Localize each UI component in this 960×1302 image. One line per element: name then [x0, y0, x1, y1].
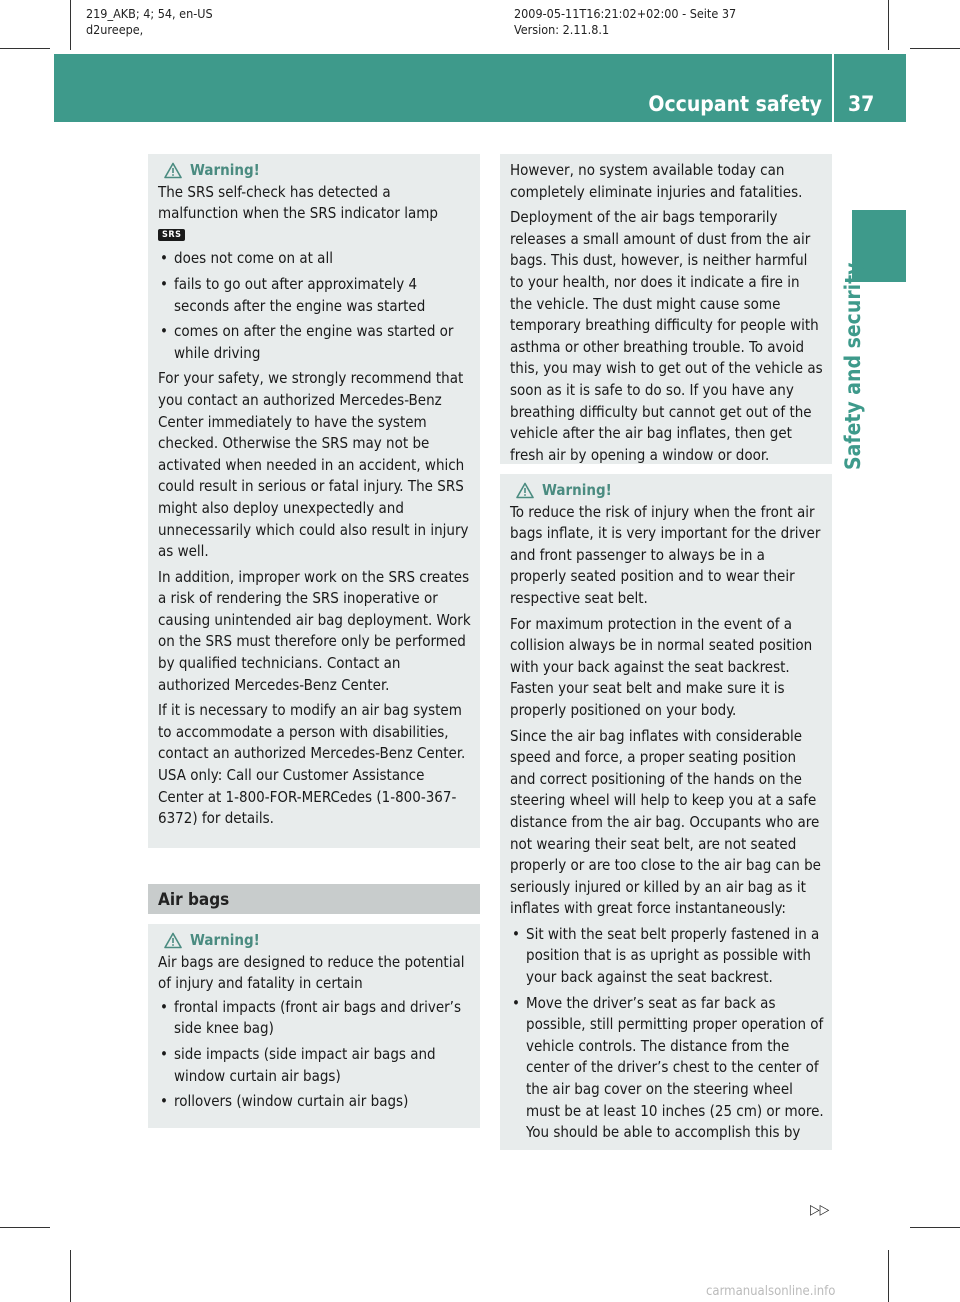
print-meta-right: [514, 6, 736, 38]
crop-mark: [910, 1227, 960, 1228]
paragraph: To reduce the risk of injury when the front air bags inflate, it is very important for the driver and front passenger to always be in a properly seated position and to wear their respective seat belt.: [510, 502, 821, 607]
crop-mark: [70, 0, 71, 50]
list-item: • rollovers (window curtain air bags): [160, 1092, 409, 1111]
paragraph: In addition, improper work on the SRS creates a risk of rendering the SRS inoperative or causing unintended air bag deployment. Work on the SRS must therefore only be performed by qualified technicians. Contact an authorized Mercedes-Benz Center.: [158, 567, 471, 694]
bullet-list: [158, 248, 472, 364]
watermark: carmanualsonline.info: [706, 1284, 836, 1299]
paragraph: If it is necessary to modify an air bag system to accommodate a person with disabilities, contact an authorized Mercedes-Benz Center. USA only: Call our Customer Assistance Center at 1-800-FOR-MERCedes (1-800-367-6372) for details.: [158, 701, 466, 828]
section-side-label: Safety and security: [841, 262, 865, 470]
dust-info-box: [500, 154, 832, 464]
bullet-list: [510, 924, 824, 1144]
list-item: • fails to go out after approximately 4 seconds after the engine was started: [160, 274, 426, 315]
meta-version: Version: 2.11.8.1: [514, 22, 610, 37]
paragraph: Deployment of the air bags temporarily releases a small amount of dust from the air bags. This dust, however, is neither harmful to your health, nor does it indicate a fire in the vehicle. The dust might cause some temporary breathing difficulty for people with asthma or other breathing trouble. To avoid this, you may wish to get out of the vehicle as soon as it is safe to do so. If you have any breathing difficulty but cannot get out of the vehicle after the air bag inflates, then get fresh air by opening a window or door.: [510, 208, 823, 464]
meta-doc-id: 219_AKB; 4; 54, en-US: [86, 6, 213, 21]
warning-triangle-icon: [164, 932, 182, 949]
srs-warning-box: [148, 154, 480, 848]
crop-mark: [0, 48, 50, 49]
list-item: • Move the driver’s seat as far back as possible, still permitting proper operation of vehicle controls. The distance from the center of the driver’s chest to the center of the air bag cover on the steering wheel must be at least 10 inches (25 cm) or more. You should be able to accomplish this by: [512, 993, 824, 1142]
warning-label: Warning!: [190, 931, 260, 949]
meta-code: d2ureepe,: [86, 22, 144, 37]
continue-arrows-icon: ▷▷: [810, 1202, 830, 1218]
page-number: 37: [848, 92, 875, 116]
print-meta-left: [86, 6, 213, 38]
crop-mark: [910, 48, 960, 49]
warning-label: Warning!: [190, 161, 260, 179]
warning-triangle-icon: [516, 482, 534, 499]
warning-heading: [164, 160, 472, 182]
list-item: • Sit with the seat belt properly fastened in a position that is as upright as possible with your back against the seat backrest.: [512, 924, 820, 987]
paragraph: Since the air bag inflates with considerable speed and force, a proper seating position and correct positioning of the hands on the steering wheel will help to keep you at a safe distance from the air bag. Occupants who are not wearing their seat belt, are not seated properly or are too close to the air bag can be seriously injured or killed by an air bag as it inflates with great force instantaneously:: [510, 726, 821, 918]
warning-heading: [516, 480, 824, 502]
list-item: • side impacts (side impact air bags and window curtain air bags): [160, 1044, 436, 1085]
airbag-warning-box: [148, 924, 480, 1128]
section-heading: Air bags: [158, 890, 230, 910]
bullet-list: [158, 997, 472, 1113]
page-title: Occupant safety: [648, 92, 822, 116]
warning-label: Warning!: [542, 481, 612, 499]
crop-mark: [888, 1250, 889, 1302]
list-item: • does not come on at all: [160, 249, 333, 268]
paragraph: For maximum protection in the event of a collision always be in normal seated position with your back against the seat backrest. Fasten your seat belt and make sure it is properly positioned on your body.: [510, 614, 813, 719]
paragraph: However, no system available today can completely eliminate injuries and fatalities.: [510, 161, 803, 201]
list-item: • comes on after the engine was started or while driving: [160, 322, 454, 362]
srs-indicator-icon: SRS: [158, 229, 185, 241]
crop-mark: [0, 1227, 50, 1228]
header-divider: [832, 54, 834, 124]
seating-warning-box: [500, 474, 832, 1150]
crop-mark: [888, 0, 889, 50]
list-item: • frontal impacts (front air bags and driver’s side knee bag): [160, 997, 461, 1038]
warning-heading: [164, 930, 472, 952]
warning-triangle-icon: [164, 162, 182, 179]
meta-timestamp: 2009-05-11T16:21:02+02:00 - Seite 37: [514, 6, 737, 21]
warning-intro: Air bags are designed to reduce the potential of injury and fatality in certain: [158, 952, 465, 993]
paragraph: For your safety, we strongly recommend that you contact an authorized Mercedes-Benz Center immediately to have the system checked. Otherwise the SRS may not be activated when needed in an accident, which could result in serious or fatal injury. The SRS might also deploy unexpectedly and unnecessarily which could also result in injury as well.: [158, 369, 469, 561]
warning-intro: The SRS self-check has detected a malfunction when the SRS indicator lamp SRS: [158, 182, 438, 241]
crop-mark: [70, 1250, 71, 1302]
